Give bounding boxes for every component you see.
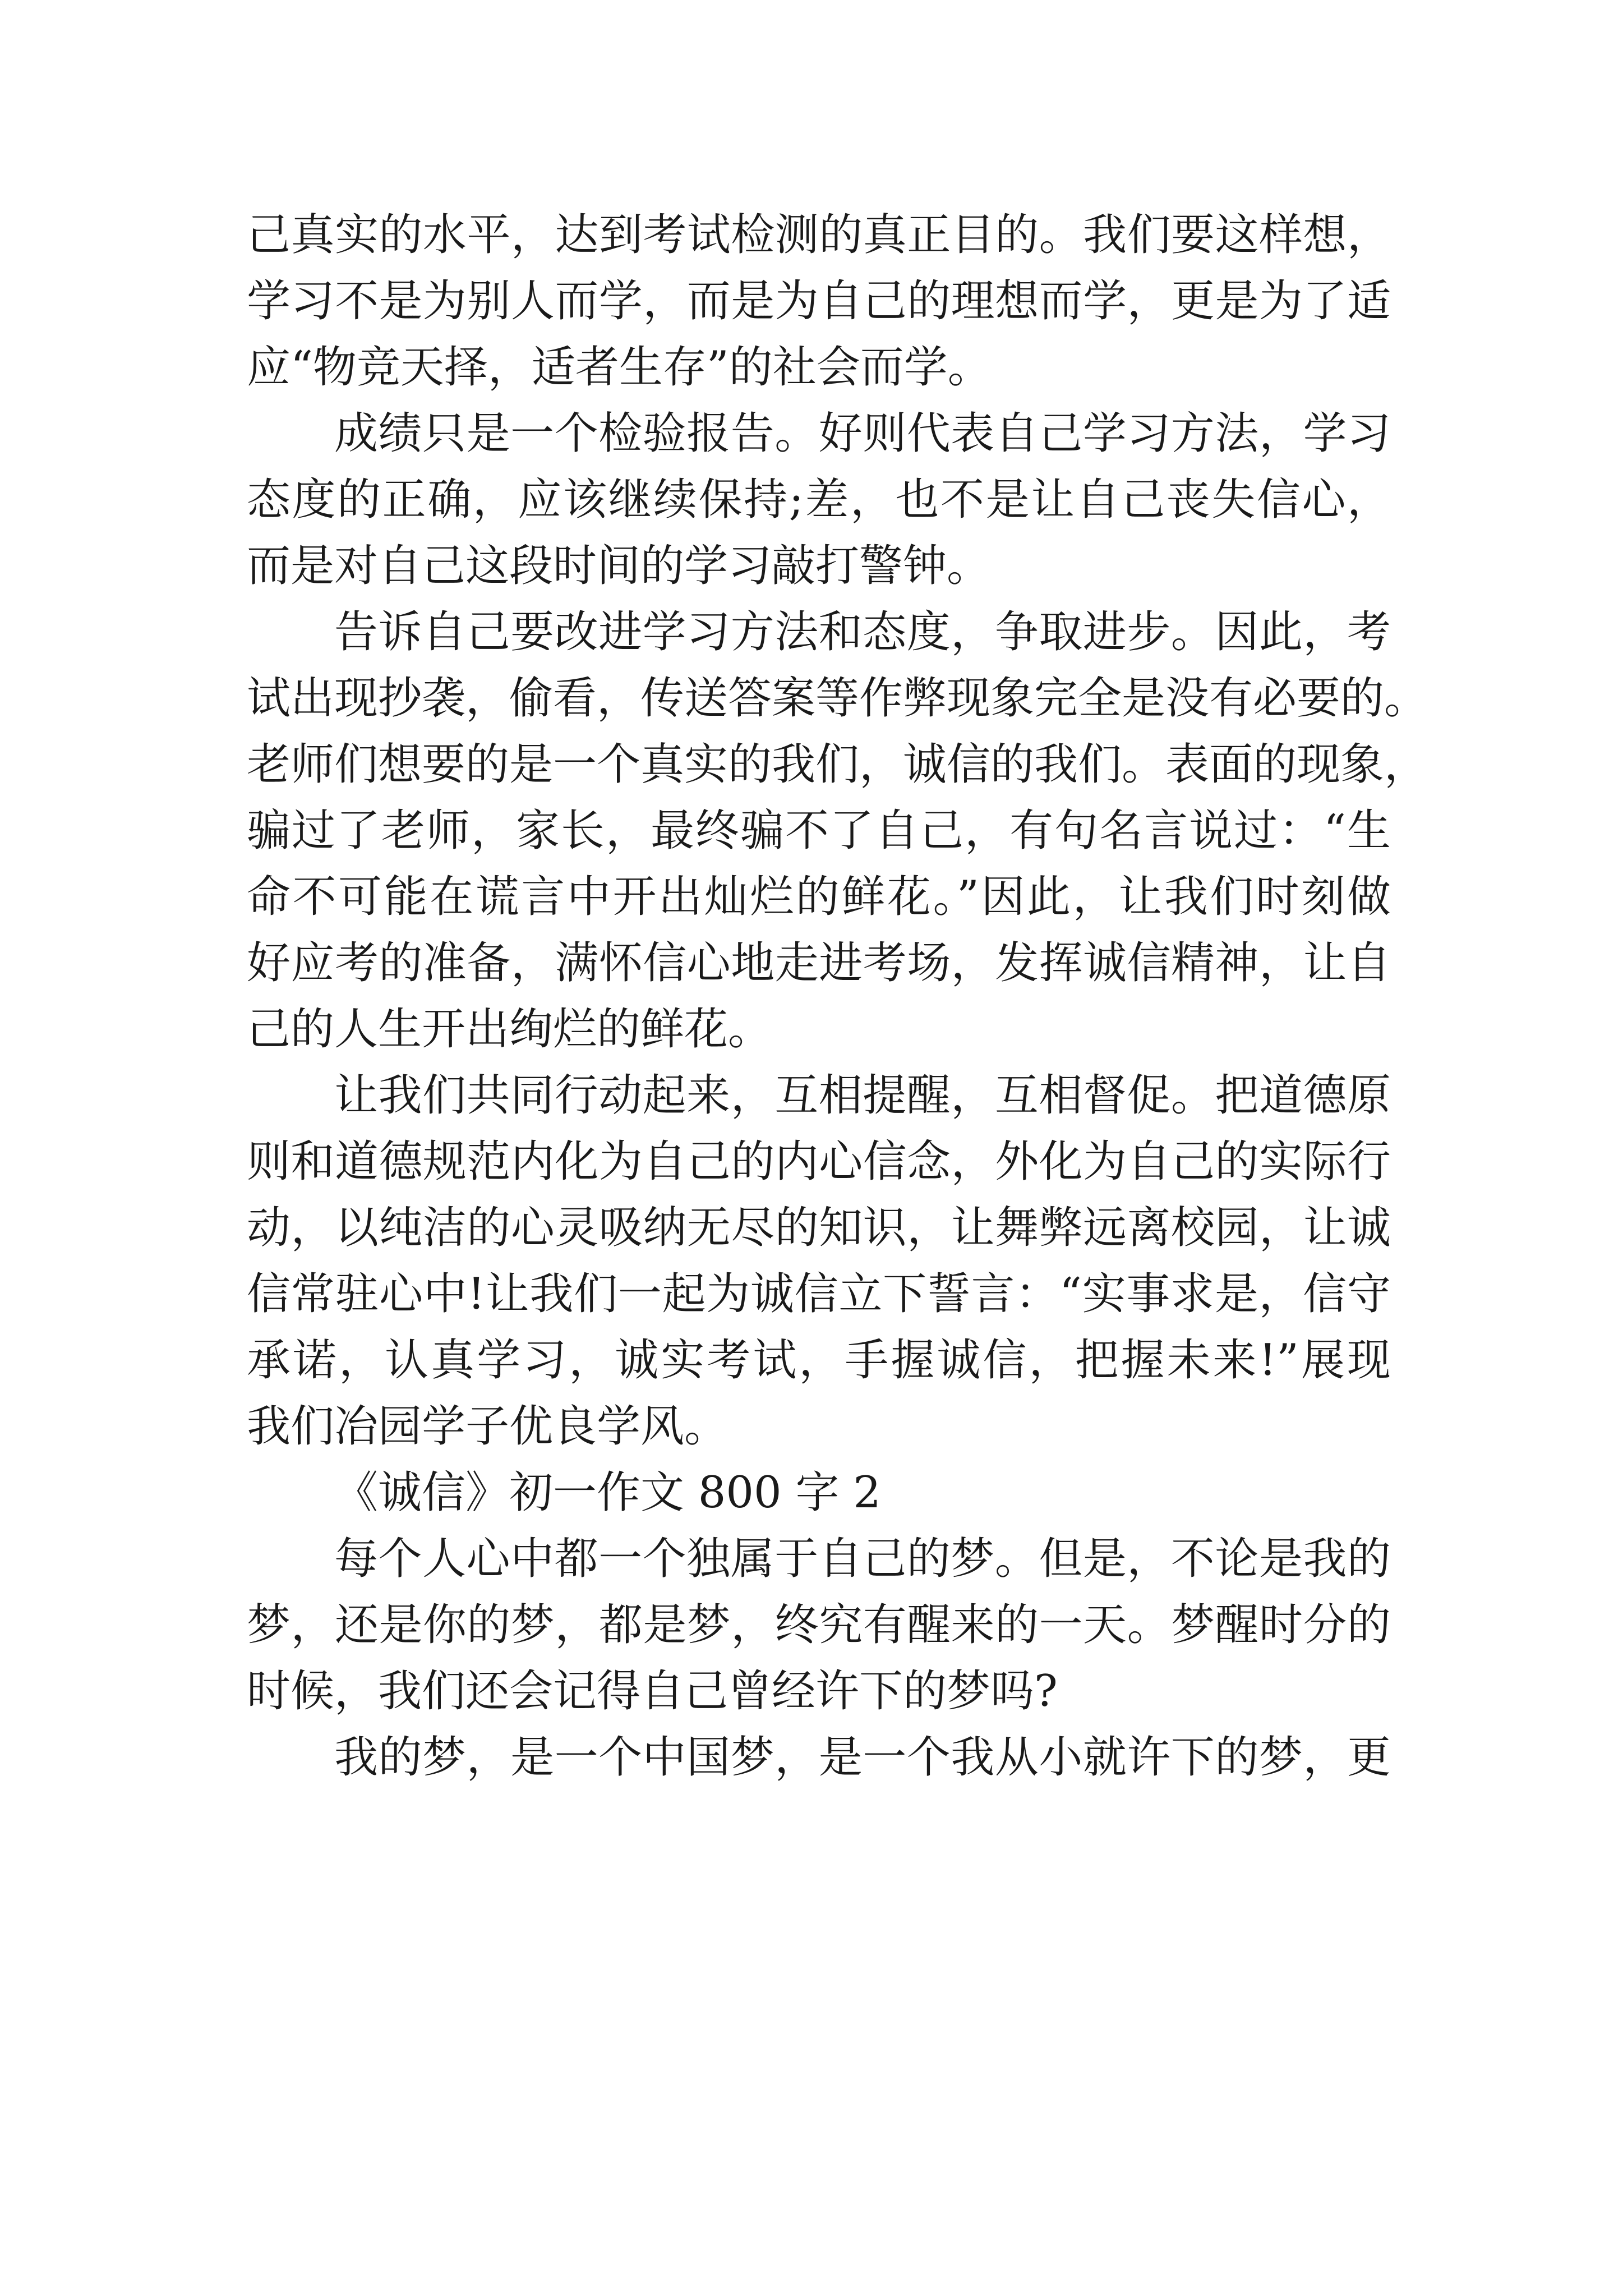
- text-line: 承诺，认真学习，诚实考试，手握诚信，把握未来!”展现: [247, 1335, 1391, 1386]
- text-line: 己的人生开出绚烂的鲜花。: [247, 1004, 772, 1055]
- essay-body: [247, 202, 1428, 1791]
- text-line: 学习不是为别人而学，而是为自己的理想而学，更是为了适: [247, 276, 1391, 326]
- text-line: 应“物竞天择，适者生存”的社会而学。: [247, 342, 992, 393]
- text-line: 梦，还是你的梦，都是梦，终究有醒来的一天。梦醒时分的: [247, 1600, 1391, 1650]
- text-line: 己真实的水平，达到考试检测的真正目的。我们要这样想，: [247, 210, 1391, 260]
- text-line: 老师们想要的是一个真实的我们，诚信的我们。表面的现象，: [247, 739, 1428, 790]
- text-line: 态度的正确，应该继续保持;差，也不是让自己丧失信心，: [247, 475, 1391, 525]
- text-line: 我们冶园学子优良学风。: [247, 1401, 728, 1452]
- text-line: 而是对自己这段时间的学习敲打警钟。: [247, 541, 991, 591]
- text-line: 每个人心中都一个独属于自己的梦。但是，不论是我的: [334, 1534, 1391, 1584]
- section-heading: 《诚信》初一作文 800 字 2: [334, 1467, 881, 1518]
- text-line: 则和道德规范内化为自己的内心信念，外化为自己的实际行: [247, 1137, 1391, 1187]
- text-line: 试出现抄袭，偷看，传送答案等作弊现象完全是没有必要的。: [247, 673, 1428, 724]
- text-line: 告诉自己要改进学习方法和态度，争取进步。因此，考: [334, 607, 1391, 657]
- text-line: 信常驻心中!让我们一起为诚信立下誓言：“实事求是，信守: [247, 1269, 1391, 1319]
- text-line: 成绩只是一个检验报告。好则代表自己学习方法，学习: [334, 408, 1391, 459]
- text-line: 好应考的准备，满怀信心地走进考场，发挥诚信精神，让自: [247, 938, 1391, 988]
- text-line: 动，以纯洁的心灵吸纳无尽的知识，让舞弊远离校园，让诚: [247, 1203, 1391, 1253]
- text-line: 骗过了老师，家长，最终骗不了自己，有句名言说过：“生: [247, 806, 1391, 856]
- text-line: 我的梦，是一个中国梦，是一个我从小就许下的梦，更: [334, 1732, 1391, 1783]
- text-line: 命不可能在谎言中开出灿烂的鲜花。”因此，让我们时刻做: [247, 872, 1391, 922]
- text-line: 让我们共同行动起来，互相提醒，互相督促。把道德原: [334, 1070, 1391, 1121]
- text-line: 时候，我们还会记得自己曾经许下的梦吗?: [247, 1666, 1058, 1717]
